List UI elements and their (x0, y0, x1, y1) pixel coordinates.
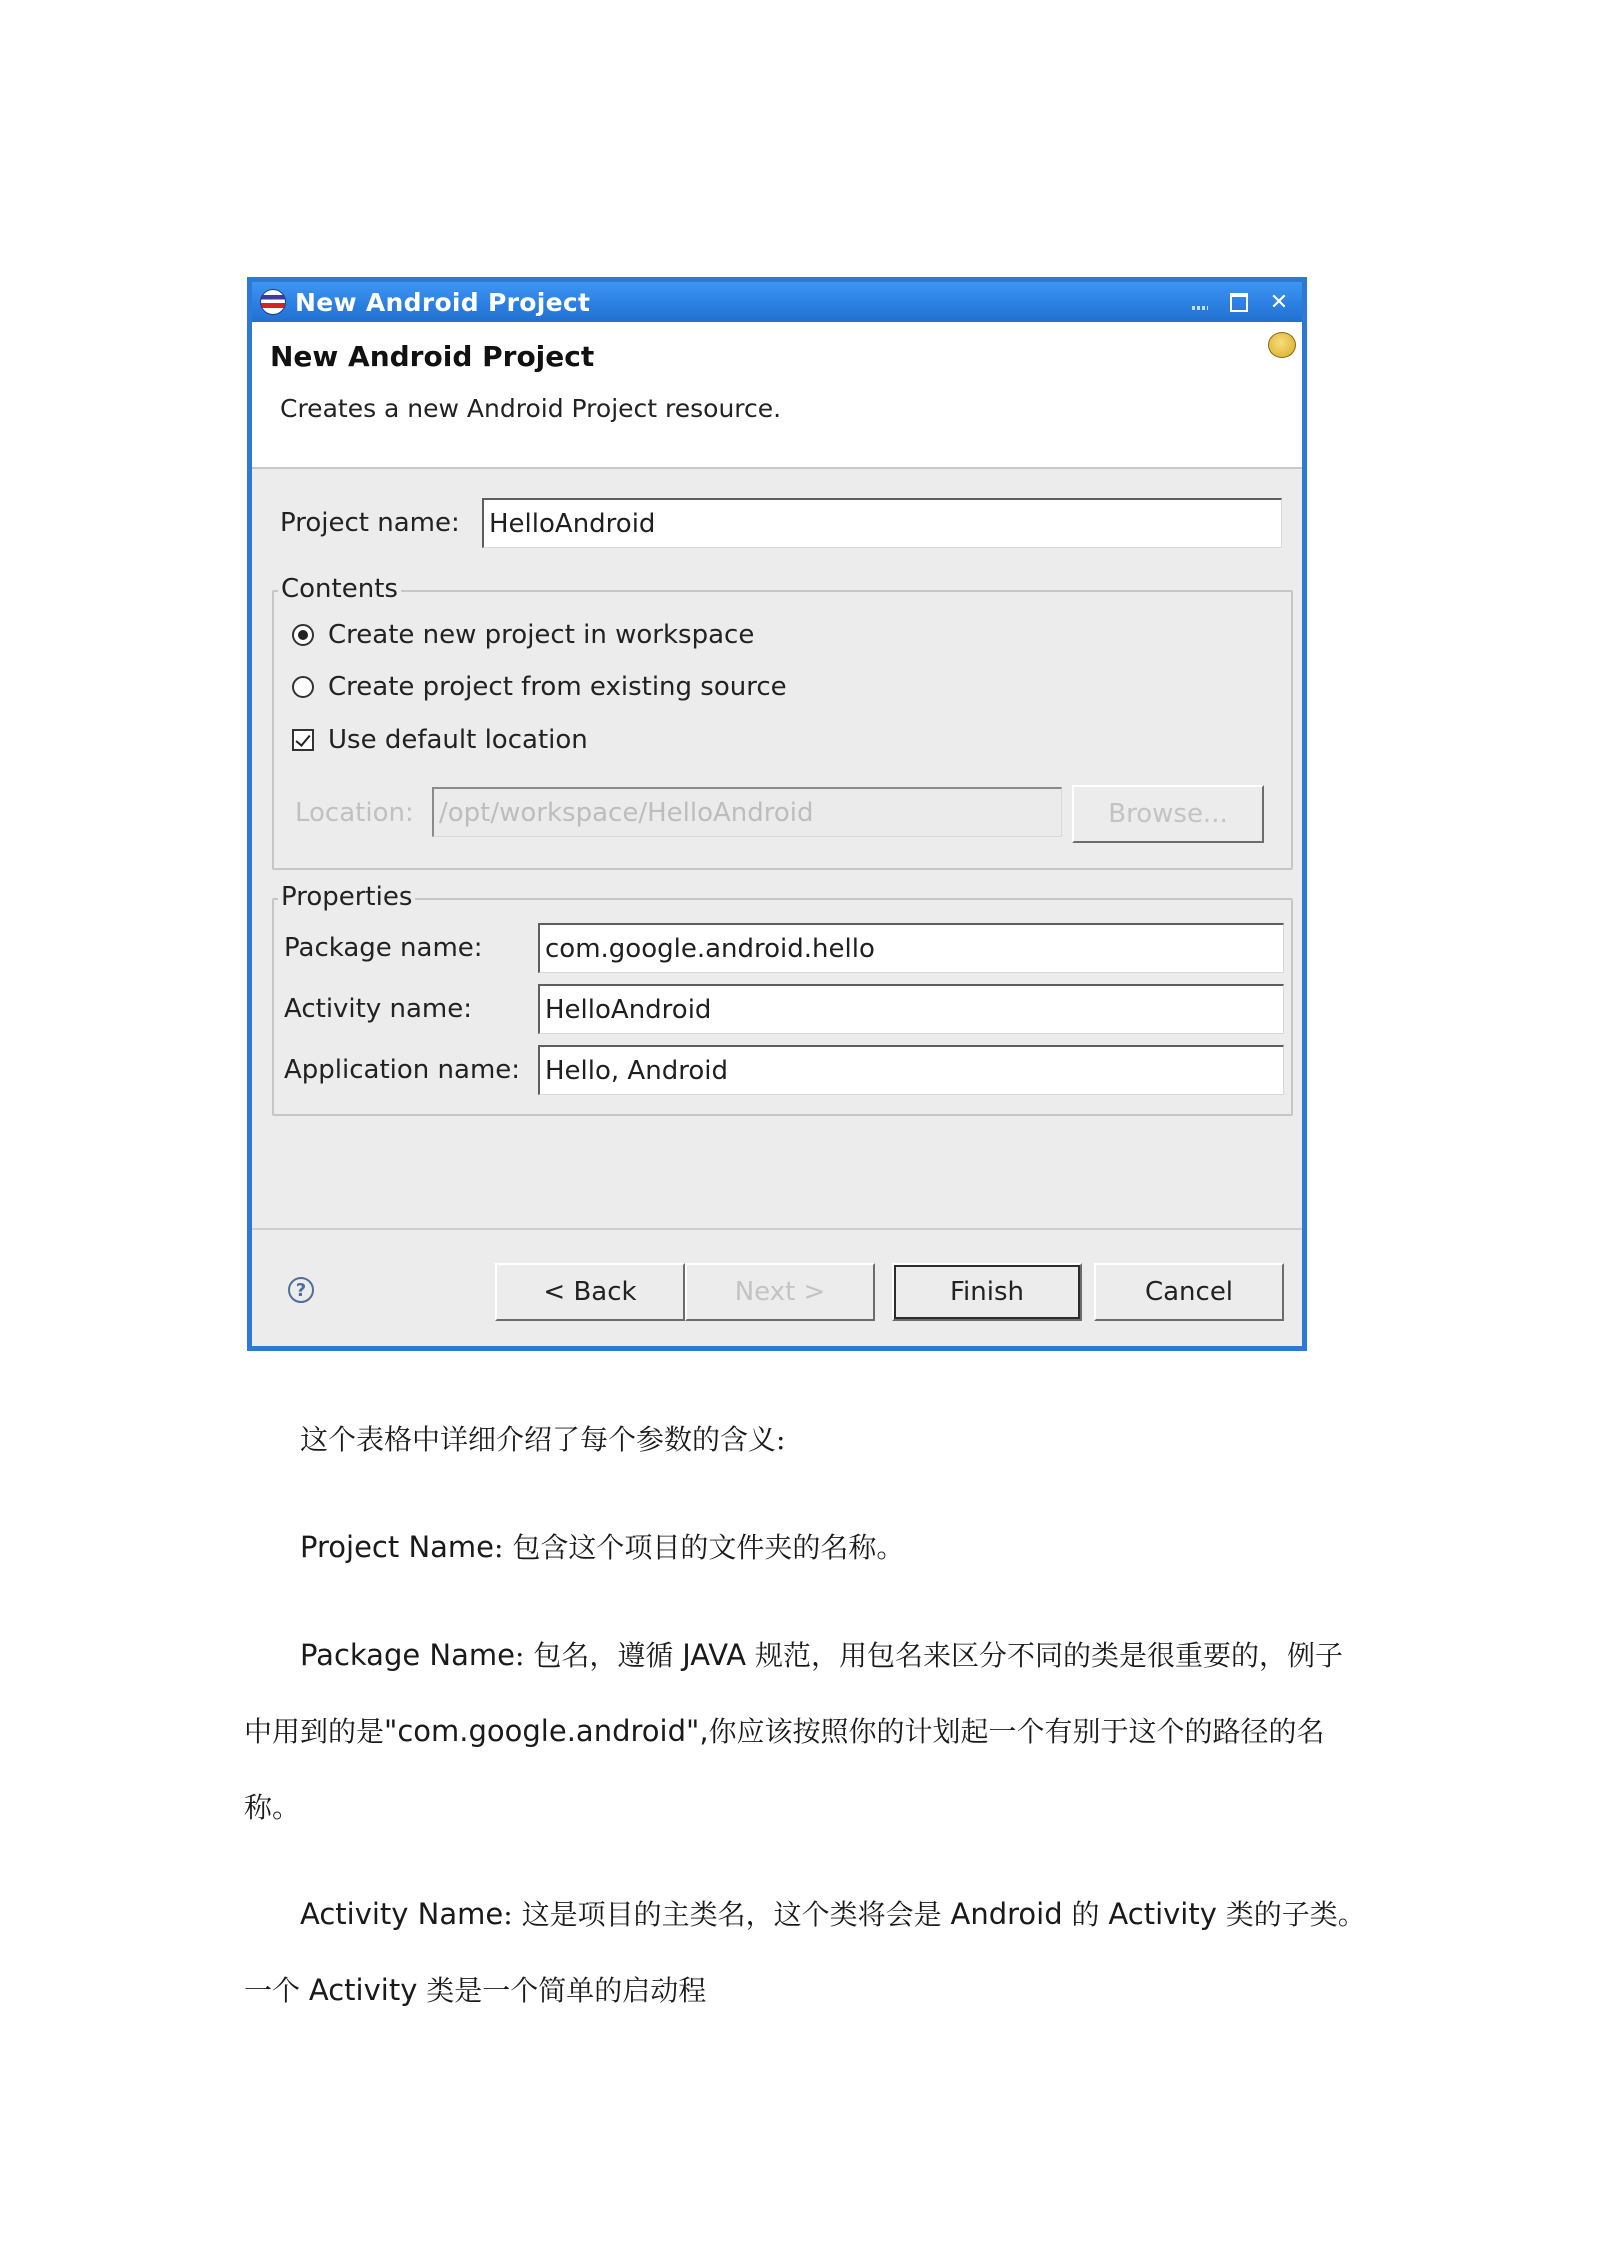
package-code: "com.google.android", (384, 1714, 709, 1748)
cancel-button[interactable]: Cancel (1094, 1263, 1284, 1321)
package-text: : 包名，遵循 (514, 1639, 683, 1672)
package-name-term: Package Name (300, 1638, 515, 1672)
back-button[interactable]: < Back (495, 1263, 685, 1321)
activity-name-line-2 (244, 1969, 706, 2009)
wizard-title: New Android Project (270, 340, 595, 373)
package-name-line-1 (300, 1634, 1343, 1674)
package-name-line-3: 称。 (244, 1791, 301, 1824)
window-title: New Android Project (295, 287, 591, 317)
intro-paragraph: 这个表格中详细介绍了每个参数的含义: (300, 1423, 786, 1456)
package-text: 你应该按照你的计划起一个有别于这个的路径的名 (708, 1715, 1325, 1748)
create-from-existing-label: Create project from existing source (328, 672, 787, 702)
radio-unselected-icon (292, 676, 314, 698)
android-term: Android (950, 1897, 1063, 1931)
activity-text: 类的子类。 (1216, 1898, 1366, 1931)
activity-text: 类是一个简单的启动程 (417, 1974, 707, 2007)
project-name-field[interactable]: HelloAndroid (482, 498, 1282, 548)
browse-button[interactable]: Browse... (1072, 785, 1264, 843)
project-name-desc: : 包含这个项目的文件夹的名称。 (494, 1531, 905, 1564)
use-default-location-label: Use default location (328, 725, 588, 755)
checkbox-checked-icon (292, 729, 314, 751)
create-new-project-label: Create new project in workspace (328, 620, 755, 650)
use-default-location-checkbox[interactable] (292, 725, 588, 755)
radio-selected-icon (292, 624, 314, 646)
package-text: 中用到的是 (244, 1715, 385, 1748)
properties-legend: Properties (278, 882, 415, 912)
finish-button[interactable]: Finish (892, 1263, 1082, 1321)
activity-text: 的 (1062, 1898, 1109, 1931)
location-field[interactable]: /opt/workspace/HelloAndroid (432, 787, 1062, 837)
next-button[interactable]: Next > (685, 1263, 875, 1321)
application-name-field[interactable]: Hello, Android (538, 1045, 1284, 1095)
create-new-project-radio[interactable] (292, 620, 754, 650)
contents-legend: Contents (278, 574, 401, 604)
wizard-badge-icon (1268, 332, 1296, 358)
wizard-header (252, 322, 1302, 469)
activity-name-line-1 (300, 1893, 1366, 1933)
activity-text: : 这是项目的主类名，这个类将会是 (503, 1898, 951, 1931)
package-name-line-2 (244, 1710, 1325, 1750)
new-android-project-dialog (247, 277, 1307, 1351)
eclipse-app-icon (260, 289, 286, 315)
activity-name-term: Activity Name (300, 1897, 504, 1931)
title-bar[interactable] (252, 282, 1302, 322)
application-name-label: Application name: (284, 1055, 521, 1085)
activity-term: Activity (1108, 1897, 1217, 1931)
help-icon[interactable]: ? (288, 1277, 314, 1303)
package-name-field[interactable]: com.google.android.hello (538, 923, 1284, 973)
close-icon[interactable]: ✕ (1269, 289, 1289, 315)
create-from-existing-radio[interactable] (292, 672, 787, 702)
package-text: 规范，用包名来区分不同的类是很重要的，例子 (746, 1639, 1343, 1672)
maximize-icon[interactable] (1226, 289, 1252, 315)
project-name-label: Project name: (280, 508, 460, 538)
project-name-paragraph (300, 1526, 904, 1566)
location-label: Location: (295, 798, 414, 828)
window-controls (1188, 289, 1292, 315)
wizard-description: Creates a new Android Project resource. (280, 394, 782, 423)
java-term: JAVA (682, 1638, 747, 1672)
package-name-label: Package name: (284, 933, 483, 963)
activity-name-field[interactable]: HelloAndroid (538, 984, 1284, 1034)
activity-name-label: Activity name: (284, 994, 472, 1024)
activity-term: Activity (308, 1973, 418, 2007)
footer-separator (252, 1228, 1302, 1230)
project-name-term: Project Name (300, 1530, 494, 1564)
minimize-icon[interactable] (1188, 290, 1212, 314)
activity-text: 一个 (244, 1974, 309, 2007)
